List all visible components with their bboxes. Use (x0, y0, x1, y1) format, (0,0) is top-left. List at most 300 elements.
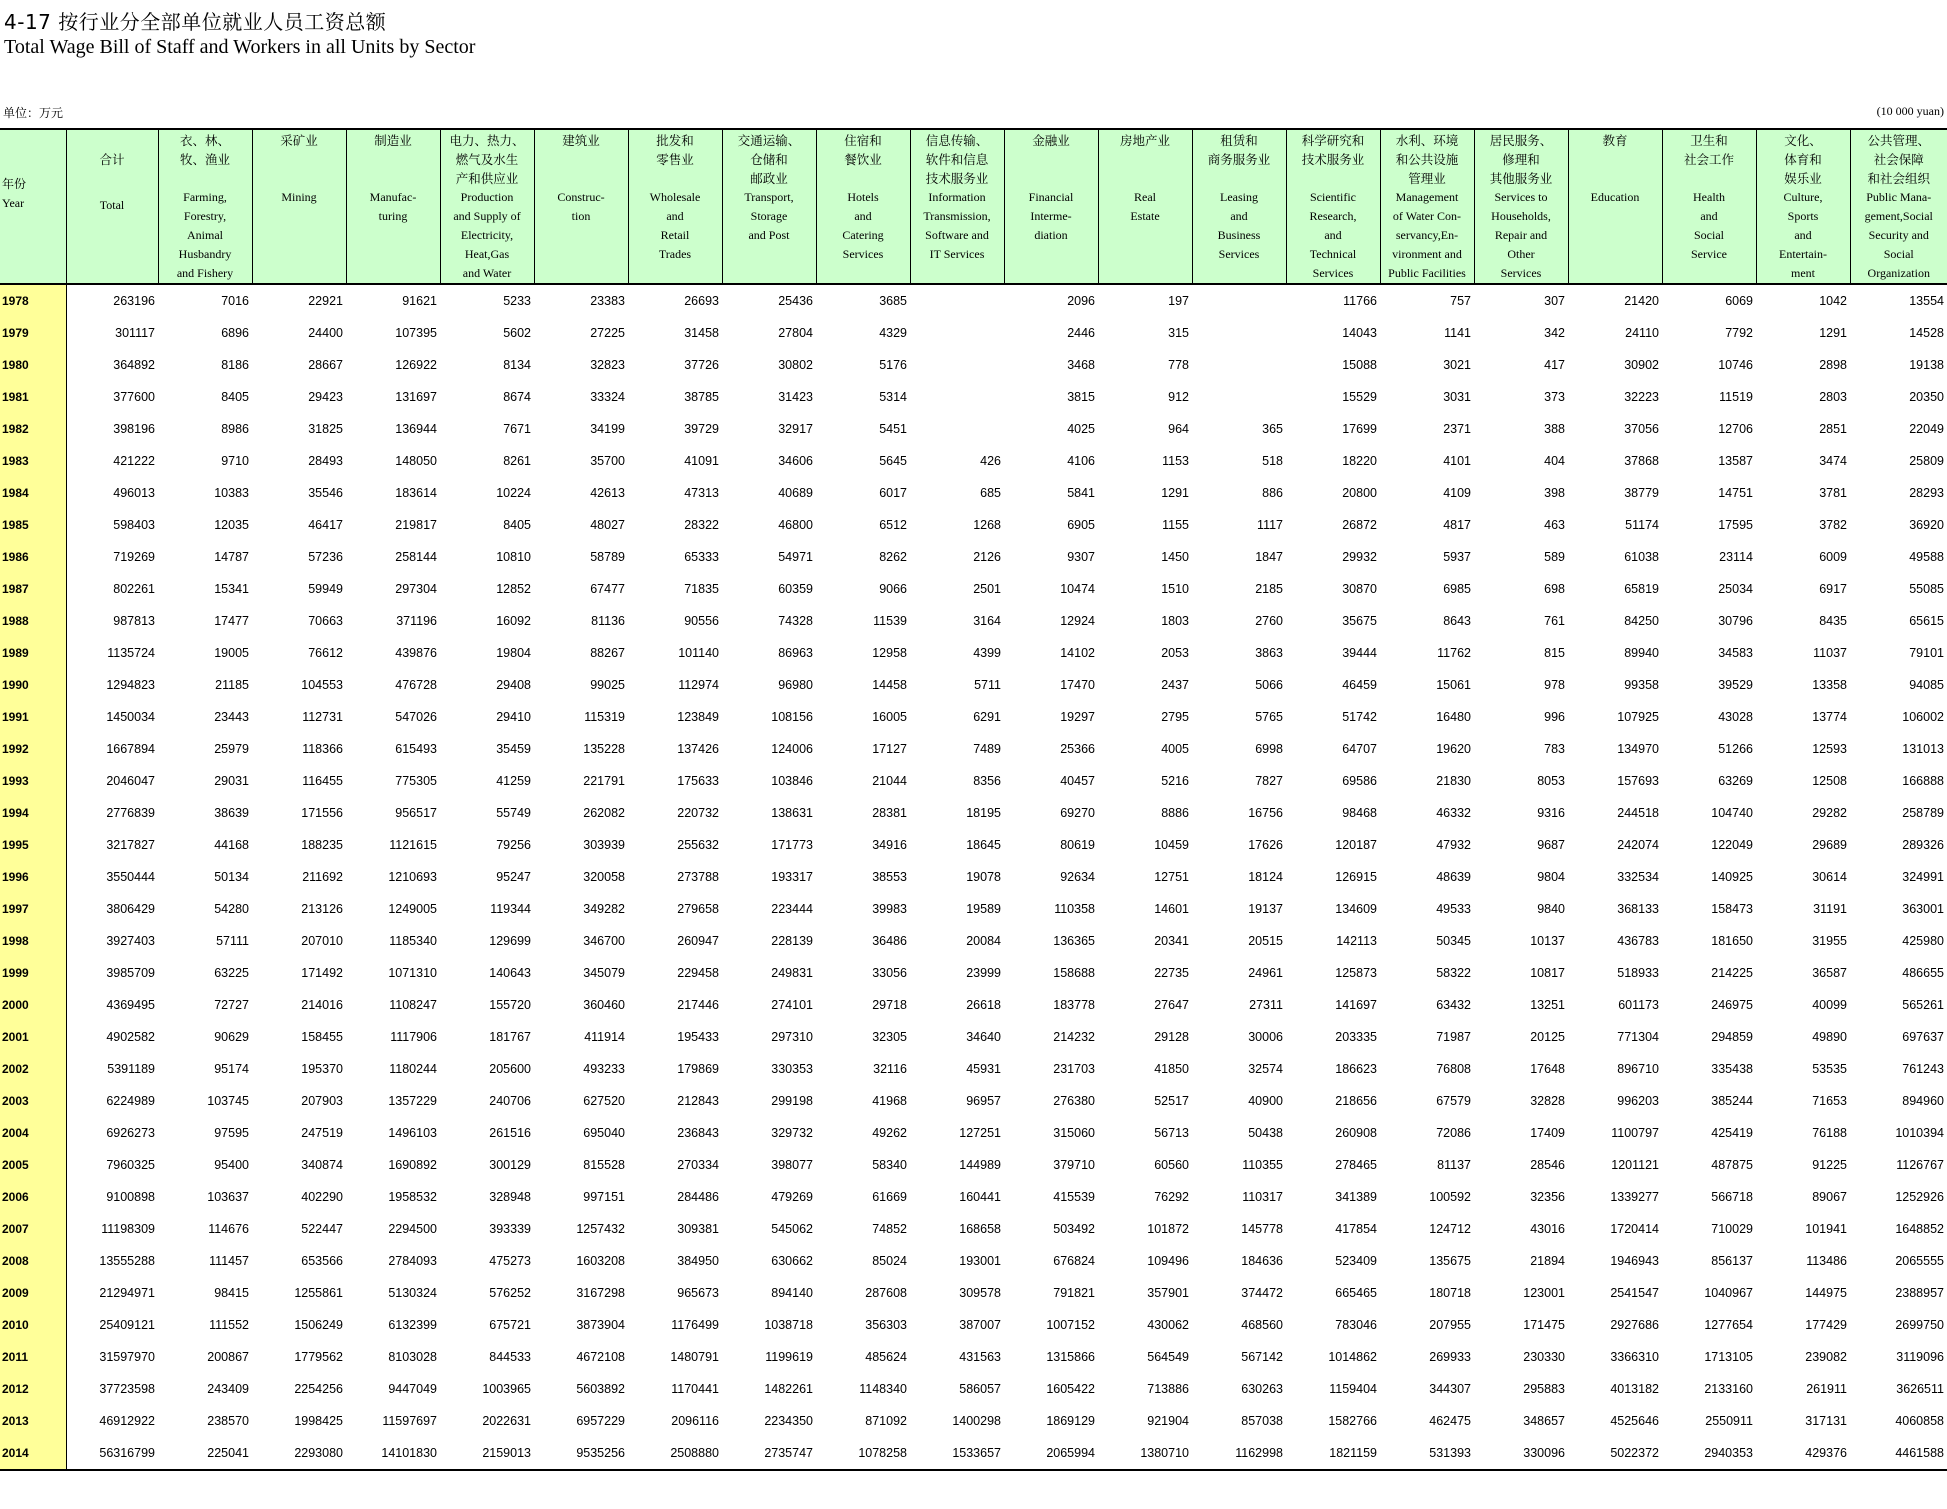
value-cell: 398 (1544, 486, 1565, 500)
header-label-chinese: 公共管理、 社会保障 和社会组织 (1867, 133, 1930, 186)
value-cell: 1170441 (671, 1382, 719, 1396)
value-cell: 485624 (865, 1350, 907, 1364)
table-row (0, 284, 1947, 317)
value-cell: 126915 (1335, 870, 1377, 884)
value-cell: 3781 (1819, 486, 1847, 500)
value-cell: 345079 (583, 966, 625, 980)
value-cell: 24961 (1248, 966, 1283, 980)
value-cell: 39444 (1342, 646, 1377, 660)
year-cell: 1997 (0, 893, 66, 925)
value-cell: 978 (1544, 678, 1565, 692)
value-cell: 10459 (1154, 838, 1189, 852)
value-cell: 26872 (1342, 518, 1377, 532)
value-cell: 1603208 (576, 1254, 625, 1268)
value-cell: 246975 (1711, 998, 1753, 1012)
value-cell: 27647 (1154, 998, 1189, 1012)
year-cell: 2000 (0, 989, 66, 1021)
value-cell: 55749 (496, 806, 531, 820)
value-cell: 25809 (1909, 454, 1944, 468)
value-cell: 34640 (966, 1030, 1001, 1044)
value-cell: 27804 (778, 326, 813, 340)
value-cell: 398077 (771, 1158, 813, 1172)
value-cell: 49533 (1436, 902, 1471, 916)
table-row (0, 1053, 1947, 1085)
value-cell: 1255861 (294, 1286, 343, 1300)
value-cell: 4109 (1443, 486, 1471, 500)
value-cell: 1277654 (1704, 1318, 1753, 1332)
value-cell: 783 (1544, 742, 1565, 756)
value-cell: 20341 (1154, 934, 1189, 948)
value-cell: 135228 (583, 742, 625, 756)
value-cell: 6917 (1819, 582, 1847, 596)
value-cell: 307 (1544, 294, 1565, 308)
value-cell: 429376 (1756, 1437, 1850, 1470)
header-label-english: Wholesale and Retail Trades (649, 190, 701, 261)
value-cell: 29423 (308, 390, 343, 404)
year-cell: 1988 (0, 605, 66, 637)
value-cell: 1339277 (1610, 1190, 1659, 1204)
value-cell: 94085 (1909, 678, 1944, 692)
value-cell: 16092 (496, 614, 531, 628)
value-cell: 8435 (1819, 614, 1847, 628)
value-cell: 101941 (1805, 1222, 1847, 1236)
table-row (0, 797, 1947, 829)
value-cell: 1185340 (389, 934, 437, 948)
column-header (346, 129, 440, 284)
value-cell: 28322 (684, 518, 719, 532)
value-cell: 1201121 (1611, 1158, 1659, 1172)
value-cell: 522447 (301, 1222, 343, 1236)
value-cell: 4525646 (1610, 1414, 1659, 1428)
value-cell: 2501 (973, 582, 1001, 596)
value-cell: 6291 (973, 710, 1001, 724)
value-cell: 1199619 (765, 1350, 813, 1364)
header-label-chinese: 租赁和 商务服务业 (1207, 133, 1271, 167)
value-cell: 2851 (1819, 422, 1847, 436)
value-cell: 9710 (221, 454, 249, 468)
value-cell: 315 (1168, 326, 1189, 340)
value-cell: 3685 (879, 294, 907, 308)
value-cell: 4369495 (106, 998, 155, 1012)
value-cell: 365 (1262, 422, 1283, 436)
value-cell: 186623 (1335, 1062, 1377, 1076)
year-cell: 1986 (0, 541, 66, 573)
value-cell: 5391189 (107, 1062, 155, 1076)
year-cell: 1987 (0, 573, 66, 605)
value-cell: 421222 (113, 454, 155, 468)
table-body (0, 284, 1947, 1470)
value-cell: 1821159 (1286, 1437, 1380, 1470)
value-cell: 1176499 (671, 1318, 719, 1332)
value-cell: 247519 (301, 1126, 343, 1140)
value-cell: 171492 (301, 966, 343, 980)
value-cell: 99025 (590, 678, 625, 692)
value-cell: 56713 (1154, 1126, 1189, 1140)
value-cell: 9804 (1537, 870, 1565, 884)
value-cell: 221791 (583, 774, 625, 788)
value-cell: 124006 (771, 742, 813, 756)
table-row (0, 1277, 1947, 1309)
year-cell: 2013 (0, 1405, 66, 1437)
table-row (0, 317, 1947, 349)
value-cell: 404 (1544, 454, 1565, 468)
value-cell: 518 (1262, 454, 1283, 468)
value-cell: 50438 (1248, 1126, 1283, 1140)
value-cell: 761243 (1902, 1062, 1944, 1076)
value-cell: 25409121 (99, 1318, 155, 1332)
table-row (0, 349, 1947, 381)
value-cell: 26618 (966, 998, 1001, 1012)
header-label-chinese: 信息传输、 软件和信息 技术服务业 (925, 133, 989, 186)
value-cell: 19137 (1248, 902, 1283, 916)
value-cell: 439876 (395, 646, 437, 660)
value-cell: 330096 (1474, 1437, 1568, 1470)
value-cell: 2254256 (294, 1382, 343, 1396)
value-cell: 12035 (214, 518, 249, 532)
value-cell: 10474 (1060, 582, 1095, 596)
value-cell: 59949 (308, 582, 343, 596)
value-cell: 193317 (771, 870, 813, 884)
value-cell: 1506249 (294, 1318, 343, 1332)
value-cell (910, 381, 1004, 413)
value-cell: 229458 (677, 966, 719, 980)
value-cell: 547026 (395, 710, 437, 724)
value-cell: 171475 (1523, 1318, 1565, 1332)
value-cell: 131697 (395, 390, 437, 404)
value-cell: 1007152 (1046, 1318, 1095, 1332)
value-cell: 31458 (684, 326, 719, 340)
value-cell: 373 (1544, 390, 1565, 404)
value-cell: 104740 (1711, 806, 1753, 820)
column-header (1192, 129, 1286, 284)
table-row (0, 1245, 1947, 1277)
value-cell: 24110 (1625, 326, 1659, 340)
table-row (0, 957, 1947, 989)
value-cell: 61038 (1624, 550, 1659, 564)
value-cell: 6896 (221, 326, 249, 340)
value-cell: 468560 (1241, 1318, 1283, 1332)
value-cell: 8262 (879, 550, 907, 564)
value-cell: 5130324 (388, 1286, 437, 1300)
value-cell: 9066 (879, 582, 907, 596)
value-cell: 303939 (583, 838, 625, 852)
value-cell: 342 (1544, 326, 1565, 340)
value-cell: 6017 (879, 486, 907, 500)
value-cell: 1380710 (1098, 1437, 1192, 1470)
year-cell: 1985 (0, 509, 66, 541)
value-cell: 1108247 (389, 998, 437, 1012)
value-cell: 276380 (1053, 1094, 1095, 1108)
value-cell: 475273 (489, 1254, 531, 1268)
value-cell: 371196 (396, 614, 437, 628)
value-cell: 16756 (1248, 806, 1283, 820)
header-label-english: Real Estate (1130, 190, 1160, 223)
table-row (0, 1437, 1947, 1470)
value-cell: 16005 (872, 710, 907, 724)
value-cell: 8405 (503, 518, 531, 532)
value-cell: 28293 (1909, 486, 1944, 500)
value-cell: 28381 (872, 806, 907, 820)
header-label-chinese: 制造业 (374, 133, 412, 148)
value-cell: 181650 (1711, 934, 1753, 948)
value-cell: 217446 (677, 998, 719, 1012)
value-cell: 377600 (113, 390, 155, 404)
column-header (816, 129, 910, 284)
value-cell: 29282 (1812, 806, 1847, 820)
value-cell: 364892 (113, 358, 155, 372)
table-row (0, 413, 1947, 445)
value-cell: 16480 (1436, 710, 1471, 724)
value-cell: 95400 (214, 1158, 249, 1172)
header-label-chinese: 衣、林、 牧、渔业 (179, 133, 230, 167)
value-cell: 207903 (301, 1094, 343, 1108)
value-cell: 2541547 (1610, 1286, 1659, 1300)
year-cell: 1981 (0, 381, 66, 413)
value-cell: 14601 (1154, 902, 1189, 916)
value-cell: 19804 (496, 646, 531, 660)
value-cell (1192, 381, 1286, 413)
value-cell: 136365 (1053, 934, 1095, 948)
value-cell: 49588 (1909, 550, 1944, 564)
value-cell: 9687 (1537, 838, 1565, 852)
value-cell: 138631 (771, 806, 813, 820)
value-cell: 1400298 (952, 1414, 1001, 1428)
header-label-chinese: 合计 (99, 152, 125, 167)
header-label-english: Management of Water Con- servancy,En- vironment and Public Facilities (1388, 190, 1466, 280)
value-cell: 1121615 (389, 838, 437, 852)
value-cell: 21294971 (99, 1286, 155, 1300)
value-cell: 2234350 (764, 1414, 813, 1428)
value-cell: 2096116 (671, 1414, 719, 1428)
value-cell: 1117906 (390, 1030, 437, 1044)
value-cell: 295883 (1523, 1382, 1565, 1396)
value-cell: 627520 (583, 1094, 625, 1108)
value-cell: 1294823 (106, 678, 155, 692)
table-row (0, 541, 1947, 573)
value-cell: 346700 (583, 934, 625, 948)
value-cell: 30614 (1812, 870, 1847, 884)
year-cell: 2008 (0, 1245, 66, 1277)
value-cell: 188235 (301, 838, 343, 852)
value-cell: 65819 (1624, 582, 1659, 596)
value-cell: 18195 (966, 806, 1001, 820)
value-cell: 32305 (872, 1030, 907, 1044)
value-cell: 33056 (872, 966, 907, 980)
value-cell: 1153 (1162, 454, 1189, 468)
value-cell: 17595 (1718, 518, 1753, 532)
value-cell: 13358 (1812, 678, 1847, 692)
value-cell: 5841 (1067, 486, 1095, 500)
value-cell: 14528 (1909, 326, 1944, 340)
value-cell: 1482261 (764, 1382, 813, 1396)
value-cell: 294859 (1711, 1030, 1753, 1044)
value-cell: 135675 (1429, 1254, 1471, 1268)
value-cell: 97595 (214, 1126, 249, 1140)
header-label-english: Farming, Forestry, Animal Husbandry and Fishery (176, 190, 234, 280)
value-cell: 17477 (214, 614, 249, 628)
value-cell: 11597697 (382, 1414, 437, 1428)
header-label-chinese: 建筑业 (562, 133, 600, 148)
value-cell: 2133160 (1704, 1382, 1753, 1396)
column-header (1098, 129, 1192, 284)
value-cell: 195433 (677, 1030, 719, 1044)
value-cell: 771304 (1617, 1030, 1659, 1044)
value-cell: 14787 (214, 550, 249, 564)
value-cell: 886 (1262, 486, 1283, 500)
value-cell: 19297 (1060, 710, 1095, 724)
value-cell: 1958532 (388, 1190, 437, 1204)
value-cell: 127251 (959, 1126, 1001, 1140)
value-cell: 51742 (1342, 710, 1377, 724)
year-cell: 1993 (0, 765, 66, 797)
year-cell: 2002 (0, 1053, 66, 1085)
value-cell: 493233 (583, 1062, 625, 1076)
value-cell: 104553 (301, 678, 343, 692)
value-cell: 158688 (1053, 966, 1095, 980)
value-cell: 344307 (1429, 1382, 1471, 1396)
value-cell: 2776839 (106, 806, 155, 820)
value-cell: 91225 (1812, 1158, 1847, 1172)
value-cell: 63269 (1718, 774, 1753, 788)
header-label-english: Health and Social Service (1691, 190, 1727, 261)
value-cell: 430062 (1147, 1318, 1189, 1332)
value-cell: 1148340 (859, 1382, 907, 1396)
value-cell: 71653 (1812, 1094, 1847, 1108)
value-cell: 61669 (872, 1190, 907, 1204)
value-cell: 54971 (778, 550, 813, 564)
column-header (66, 129, 158, 284)
value-cell: 9535256 (534, 1437, 628, 1470)
value-cell: 129699 (489, 934, 531, 948)
column-header (1286, 129, 1380, 284)
value-cell: 55085 (1909, 582, 1944, 596)
value-cell: 778 (1168, 358, 1189, 372)
value-cell: 67579 (1436, 1094, 1471, 1108)
value-cell: 2437 (1161, 678, 1189, 692)
value-cell: 665465 (1335, 1286, 1377, 1300)
column-header (158, 129, 252, 284)
value-cell: 3119096 (1896, 1350, 1944, 1364)
value-cell: 4399 (973, 646, 1001, 660)
value-cell: 476728 (395, 678, 437, 692)
value-cell: 1450034 (106, 710, 155, 724)
header-label-chinese: 水利、环境 和公共设施 管理业 (1395, 133, 1459, 186)
value-cell: 503492 (1053, 1222, 1095, 1236)
value-cell: 46800 (778, 518, 813, 532)
value-cell: 531393 (1380, 1437, 1474, 1470)
value-cell: 1533657 (910, 1437, 1004, 1470)
value-cell: 34199 (590, 422, 625, 436)
value-cell: 1252926 (1895, 1190, 1944, 1204)
value-cell: 261516 (489, 1126, 531, 1140)
value-cell: 54280 (214, 902, 249, 916)
value-cell: 8356 (973, 774, 1001, 788)
year-cell: 1991 (0, 701, 66, 733)
value-cell: 348657 (1523, 1414, 1565, 1428)
value-cell: 76292 (1154, 1190, 1189, 1204)
value-cell: 4329 (879, 326, 907, 340)
value-cell: 80619 (1060, 838, 1095, 852)
value-cell: 1159404 (1329, 1382, 1377, 1396)
value-cell: 22921 (308, 294, 343, 308)
value-cell: 214016 (301, 998, 343, 1012)
header-label-english: Production and Supply of Electricity, Heat,Gas and Water (453, 190, 521, 280)
value-cell: 2735747 (722, 1437, 816, 1470)
value-cell: 44168 (214, 838, 249, 852)
value-cell: 40457 (1060, 774, 1095, 788)
value-cell: 12958 (872, 646, 907, 660)
value-cell: 136944 (395, 422, 437, 436)
value-cell: 37723598 (99, 1382, 155, 1396)
value-cell: 175633 (677, 774, 719, 788)
value-cell: 815528 (583, 1158, 625, 1172)
year-cell: 1990 (0, 669, 66, 701)
value-cell: 844533 (489, 1350, 531, 1364)
value-cell: 5765 (1255, 710, 1283, 724)
value-cell: 576252 (489, 1286, 531, 1300)
header-label-chinese: 采矿业 (280, 133, 318, 148)
value-cell: 1667894 (106, 742, 155, 756)
year-cell: 1979 (0, 317, 66, 349)
value-cell: 41850 (1154, 1062, 1189, 1076)
value-cell: 76612 (308, 646, 343, 660)
value-cell: 37868 (1624, 454, 1659, 468)
value-cell: 119344 (490, 902, 531, 916)
value-cell: 39529 (1718, 678, 1753, 692)
value-cell: 38553 (872, 870, 907, 884)
value-cell (910, 413, 1004, 445)
value-cell: 2699750 (1895, 1318, 1944, 1332)
value-cell: 398196 (113, 422, 155, 436)
value-cell: 21185 (215, 678, 249, 692)
value-cell: 214232 (1053, 1030, 1095, 1044)
header-label-chinese: 房地产业 (1119, 133, 1170, 148)
value-cell: 160441 (959, 1190, 1001, 1204)
value-cell: 223444 (771, 902, 813, 916)
value-cell: 15061 (1436, 678, 1471, 692)
value-cell: 114676 (208, 1222, 249, 1236)
value-cell: 273788 (677, 870, 719, 884)
value-cell: 6957229 (576, 1414, 625, 1428)
value-cell: 1496103 (388, 1126, 437, 1140)
value-cell: 158455 (301, 1030, 343, 1044)
value-cell: 90629 (214, 1030, 249, 1044)
value-cell: 30802 (778, 358, 813, 372)
header-label-chinese: 金融业 (1032, 133, 1070, 148)
value-cell: 1847 (1255, 550, 1283, 564)
value-cell: 46332 (1436, 806, 1471, 820)
value-cell: 1582766 (1328, 1414, 1377, 1428)
value-cell: 330353 (771, 1062, 813, 1076)
column-header (1568, 129, 1662, 284)
value-cell: 45931 (966, 1062, 1001, 1076)
value-cell: 24400 (308, 326, 343, 340)
value-cell: 964 (1168, 422, 1189, 436)
value-cell: 116455 (302, 774, 343, 788)
value-cell: 417854 (1335, 1222, 1377, 1236)
value-cell: 79101 (1909, 646, 1944, 660)
value-cell: 123001 (1523, 1286, 1565, 1300)
value-cell: 111457 (209, 1254, 249, 1268)
value-cell: 96957 (966, 1094, 1001, 1108)
value-cell: 1155 (1162, 518, 1189, 532)
value-cell: 11198309 (101, 1222, 155, 1236)
value-cell: 11762 (1437, 646, 1471, 660)
value-cell: 896710 (1617, 1062, 1659, 1076)
header-label-english: Manufac- turing (369, 190, 417, 223)
value-cell: 3863 (1255, 646, 1283, 660)
value-cell: 171773 (771, 838, 813, 852)
